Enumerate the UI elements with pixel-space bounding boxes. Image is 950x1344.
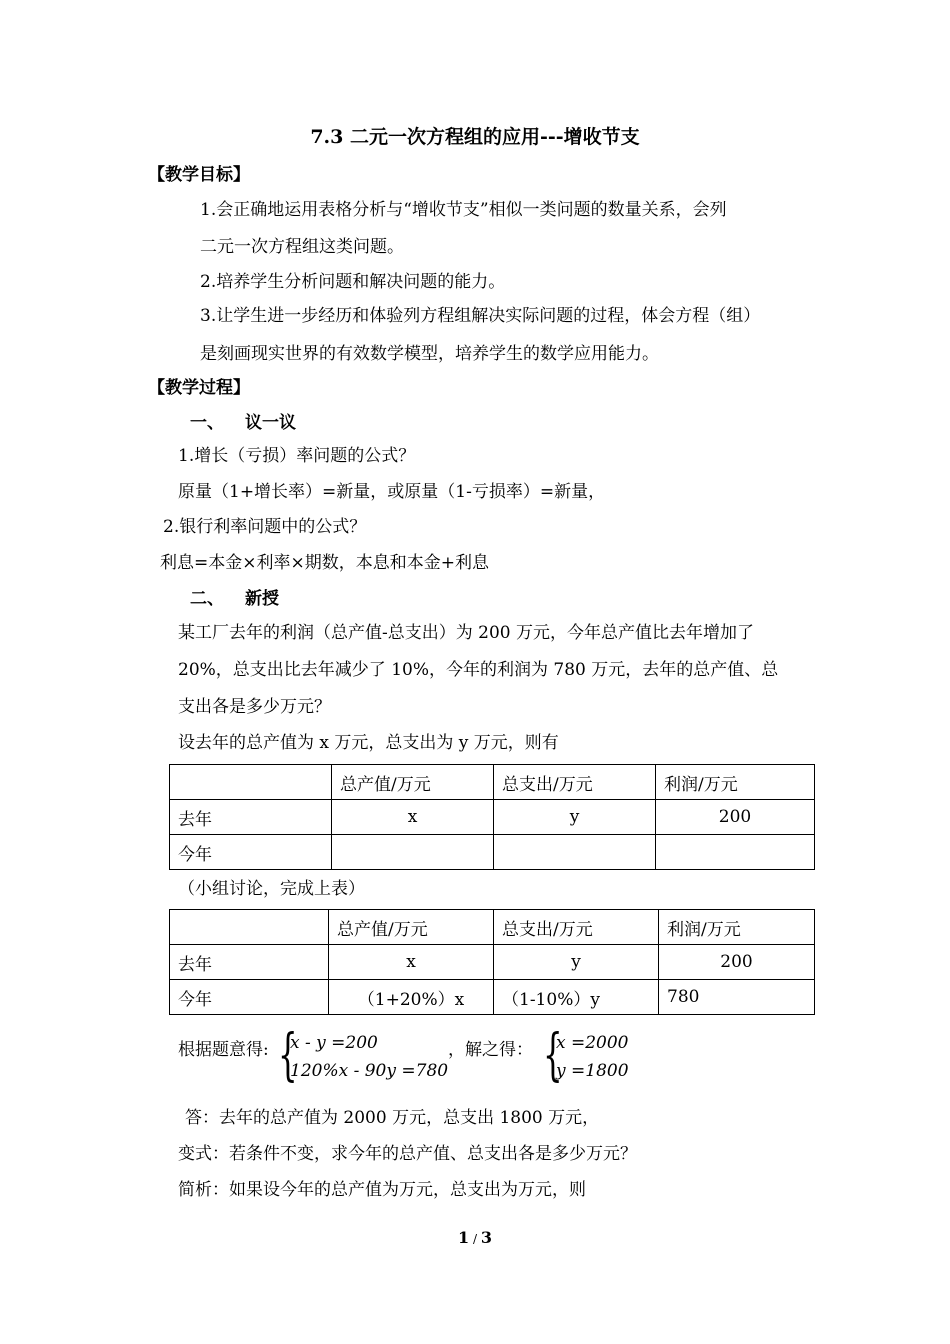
equations-mid: ，解之得：: [448, 1040, 533, 1060]
table-cell: x: [329, 945, 494, 980]
page-separator: /: [469, 1232, 481, 1246]
answer-1: 原量（1+增长率）=新量，或原量（1-亏损率）=新量，: [178, 482, 606, 502]
table-cell: [494, 835, 656, 870]
answer-line: 答：去年的总产值为 2000 万元，总支出 1800 万元，: [185, 1108, 600, 1128]
table-cell: 总支出/万元: [494, 910, 659, 945]
equations-lead: 根据题意得:: [178, 1040, 269, 1060]
system-brace-2: {: [543, 1023, 563, 1088]
table-cell: 去年: [170, 945, 329, 980]
table-cell: 去年: [170, 800, 332, 835]
table-cell: 总产值/万元: [329, 910, 494, 945]
system-brace-1: {: [278, 1023, 298, 1088]
part2-title: 新授: [245, 589, 279, 609]
objective-1-cont: 二元一次方程组这类问题。: [200, 237, 404, 257]
question-1: 1.增长（亏损）率问题的公式？: [178, 446, 416, 466]
part2-number: 二、: [190, 589, 224, 609]
table-row: [170, 800, 815, 835]
setup-line: 设去年的总产值为 x 万元，总支出为 y 万元，则有: [178, 733, 559, 753]
problem-line-1: 某工厂去年的利润（总产值-总支出）为 200 万元，今年总产值比去年增加了: [178, 623, 754, 643]
question-2: 2.银行利率问题中的公式？: [163, 517, 367, 537]
table-cell: 今年: [170, 980, 329, 1015]
table-row: [170, 980, 815, 1015]
objective-1: 1.会正确地运用表格分析与“增收节支”相似一类问题的数量关系，会列: [200, 200, 727, 220]
table-cell: y: [494, 945, 659, 980]
analysis-line: 简析：如果设今年的总产值为万元，总支出为万元，则: [178, 1180, 586, 1200]
table-cell: （1-10%）y: [494, 980, 659, 1015]
analysis-table-1: [169, 764, 815, 870]
table-cell: （1+20%）x: [329, 980, 494, 1015]
system-1-equation-2: 120%x - 90y =780: [290, 1061, 449, 1081]
table-row: [170, 910, 815, 945]
table-cell: 总产值/万元: [332, 765, 494, 800]
objective-3-cont: 是刻画现实世界的有效数学模型，培养学生的数学应用能力。: [200, 344, 659, 364]
part1-title: 议一议: [245, 413, 296, 433]
table-row: [170, 835, 815, 870]
page-number: [0, 1228, 950, 1247]
page-current: 1: [458, 1228, 470, 1247]
page-title: 7.3 二元一次方程组的应用---增收节支: [310, 126, 640, 148]
table-cell: 今年: [170, 835, 332, 870]
table-cell: [656, 835, 815, 870]
table-row: [170, 945, 815, 980]
objective-3: 3.让学生进一步经历和体验列方程组解决实际问题的过程，体会方程（组）: [200, 306, 761, 326]
table-row: [170, 765, 815, 800]
objective-2: 2.培养学生分析问题和解决问题的能力。: [200, 272, 506, 292]
system-1-equation-1: x - y =200: [290, 1033, 378, 1053]
discussion-note: （小组讨论，完成上表）: [178, 879, 365, 899]
problem-line-2: 20%，总支出比去年减少了 10%，今年的利润为 780 万元，去年的总产值、总: [178, 660, 779, 680]
table-cell: [332, 835, 494, 870]
table-cell: 200: [659, 945, 815, 980]
table-cell: 利润/万元: [656, 765, 815, 800]
variant-line: 变式：若条件不变，求今年的总产值、总支出各是多少万元？: [178, 1144, 637, 1164]
table-cell: 200: [656, 800, 815, 835]
table-cell: 780: [659, 980, 815, 1015]
problem-line-3: 支出各是多少万元？: [178, 697, 331, 717]
table-cell: [170, 910, 329, 945]
table-cell: x: [332, 800, 494, 835]
part1-number: 一、: [190, 413, 224, 433]
table-cell: [170, 765, 332, 800]
objectives-heading: 【教学目标】: [148, 165, 250, 185]
answer-2: 利息=本金×利率×期数，本息和本金+利息: [160, 553, 489, 573]
analysis-table-2: [169, 909, 815, 1015]
page-total: 3: [480, 1228, 492, 1247]
process-heading: 【教学过程】: [148, 378, 250, 398]
table-cell: y: [494, 800, 656, 835]
table-cell: 利润/万元: [659, 910, 815, 945]
solution-y: y =1800: [556, 1061, 629, 1081]
solution-x: x =2000: [556, 1033, 629, 1053]
table-cell: 总支出/万元: [494, 765, 656, 800]
